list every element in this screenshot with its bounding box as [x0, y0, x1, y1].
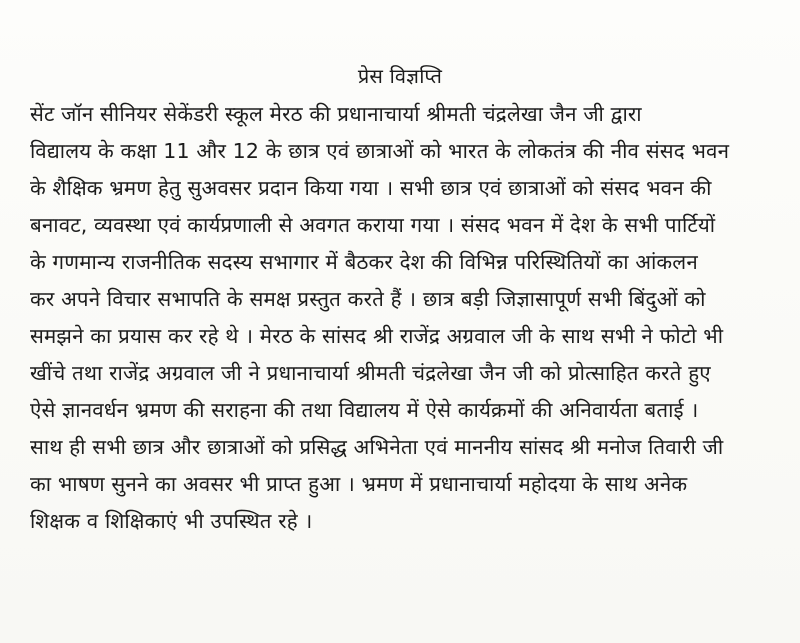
body-line-2: विद्यालय के कक्षा 11 और 12 के छात्र एवं छात्राओं को भारत के लोकतंत्र की नीव संसद भवन	[30, 139, 730, 163]
body-line-4: बनावट, व्यवस्था एवं कार्यप्रणाली से अवगत कराया गया । संसद भवन में देश के सभी पार्टियों	[30, 213, 716, 237]
body-line-3: के शैक्षिक भ्रमण हेतु सुअवसर प्रदान किया गया । सभी छात्र एवं छात्राओं को संसद भवन की	[30, 176, 712, 200]
body-line-10: साथ ही सभी छात्र और छात्राओं को प्रसिद्ध अभिनेता एवं माननीय सांसद श्री मनोज तिवारी जी	[30, 435, 724, 459]
page-title: प्रेस विज्ञप्ति	[357, 64, 443, 88]
body-line-12: शिक्षक व शिक्षिकाएं भी उपस्थित रहे ।	[30, 509, 313, 533]
body-line-6: कर अपने विचार सभापति के समक्ष प्रस्तुत करते हैं । छात्र बड़ी जिज्ञासापूर्ण सभी बिंदुओं को	[30, 287, 706, 311]
body-line-11: का भाषण सुनने का अवसर भी प्राप्त हुआ । भ्रमण में प्रधानाचार्या महोदया के साथ अनेक	[30, 472, 688, 496]
body-line-5: के गणमान्य राजनीतिक सदस्य सभागार में बैठकर देश की विभिन्न परिस्थितियों का आंकलन	[30, 250, 698, 274]
body-line-7: समझने का प्रयास कर रहे थे । मेरठ के सांसद श्री राजेंद्र अग्रवाल जी के साथ सभी ने फोटो भी	[30, 324, 724, 348]
press-release-body	[30, 96, 782, 540]
body-line-1: सेंट जॉन सीनियर सेकेंडरी स्कूल मेरठ की प्रधानाचार्या श्रीमती चंद्रलेखा जैन जी द्वारा	[30, 102, 642, 126]
body-line-8: खींचे तथा राजेंद्र अग्रवाल जी ने प्रधानाचार्या श्रीमती चंद्रलेखा जैन जी को प्रोत्साहित करते हुए	[30, 361, 711, 385]
body-line-9: ऐसे ज्ञानवर्धन भ्रमण की सराहना की तथा विद्यालय में ऐसे कार्यक्रमों की अनिवार्यता बताई ।	[30, 398, 699, 422]
